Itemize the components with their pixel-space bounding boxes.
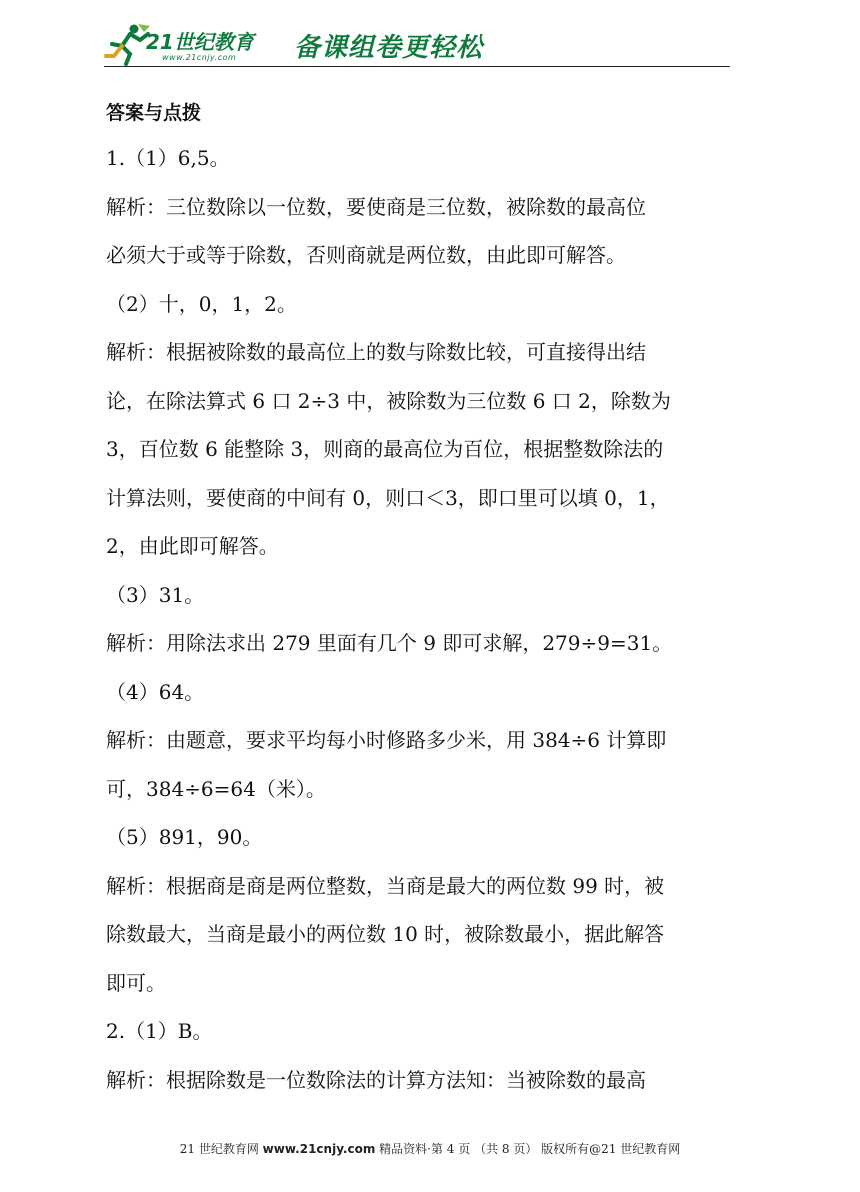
text-line: 1.（1）6,5。 — [106, 146, 230, 170]
text-line: 2，由此即可解答。 — [106, 534, 279, 558]
text-line: 即可。 — [106, 970, 166, 995]
text-line: 解析：根据商是商是两位整数，当商是最大的两位数 99 时，被 — [106, 873, 665, 898]
logo-url: www.21cnjy.com — [162, 53, 237, 62]
text-line: 解析：根据除数是一位数除法的计算方法知：当被除数的最高 — [106, 1067, 646, 1092]
runner-logo-icon — [104, 22, 152, 66]
text-line: 3，百位数 6 能整除 3，则商的最高位为百位，根据整数除法的 — [106, 437, 664, 461]
section-title: 答案与点拨 — [106, 102, 202, 124]
page-header — [104, 20, 730, 70]
text-line: （5）891，90。 — [106, 825, 263, 849]
text-line: 2.（1）B。 — [106, 1019, 213, 1043]
page-footer — [0, 1140, 860, 1157]
text-line: 解析：三位数除以一位数，要使商是三位数，被除数的最高位 — [106, 194, 646, 219]
text-line: 解析：由题意，要求平均每小时修路多少米，用 384÷6 计算即 — [106, 728, 667, 752]
text-line: 解析：根据被除数的最高位上的数与除数比较，可直接得出结 — [106, 340, 646, 364]
footer-site-url[interactable]: www.21cnjy.com — [262, 1142, 376, 1156]
text-line: 必须大于或等于除数，否则商就是两位数，由此即可解答。 — [106, 243, 626, 267]
logo-text: 21世纪教育 — [146, 30, 254, 54]
text-line: （4）64。 — [106, 679, 205, 704]
footer-page-info: 精品资料·第 4 页 （共 8 页） 版权所有@21 世纪教育网 — [379, 1142, 681, 1156]
text-line: 可，384÷6=64（米）。 — [106, 776, 326, 801]
header-divider — [104, 66, 730, 67]
document-body — [106, 92, 756, 1104]
text-line: 论，在除法算式 6 口 2÷3 中，被除数为三位数 6 口 2，除数为 — [106, 388, 671, 413]
text-line: （2）十，0，1，2。 — [106, 291, 297, 316]
text-line: 解析：用除法求出 279 里面有几个 9 即可求解，279÷9=31。 — [106, 631, 673, 655]
text-line: （3）31。 — [106, 582, 205, 607]
header-slogan: 备课组卷更轻松 — [294, 33, 484, 63]
text-line: 计算法则，要使商的中间有 0，则口＜3，即口里可以填 0，1， — [106, 485, 670, 510]
footer-site-name: 21 世纪教育网 — [179, 1142, 259, 1156]
text-line: 除数最大，当商是最小的两位数 10 时，被除数最小，据此解答 — [106, 922, 665, 946]
